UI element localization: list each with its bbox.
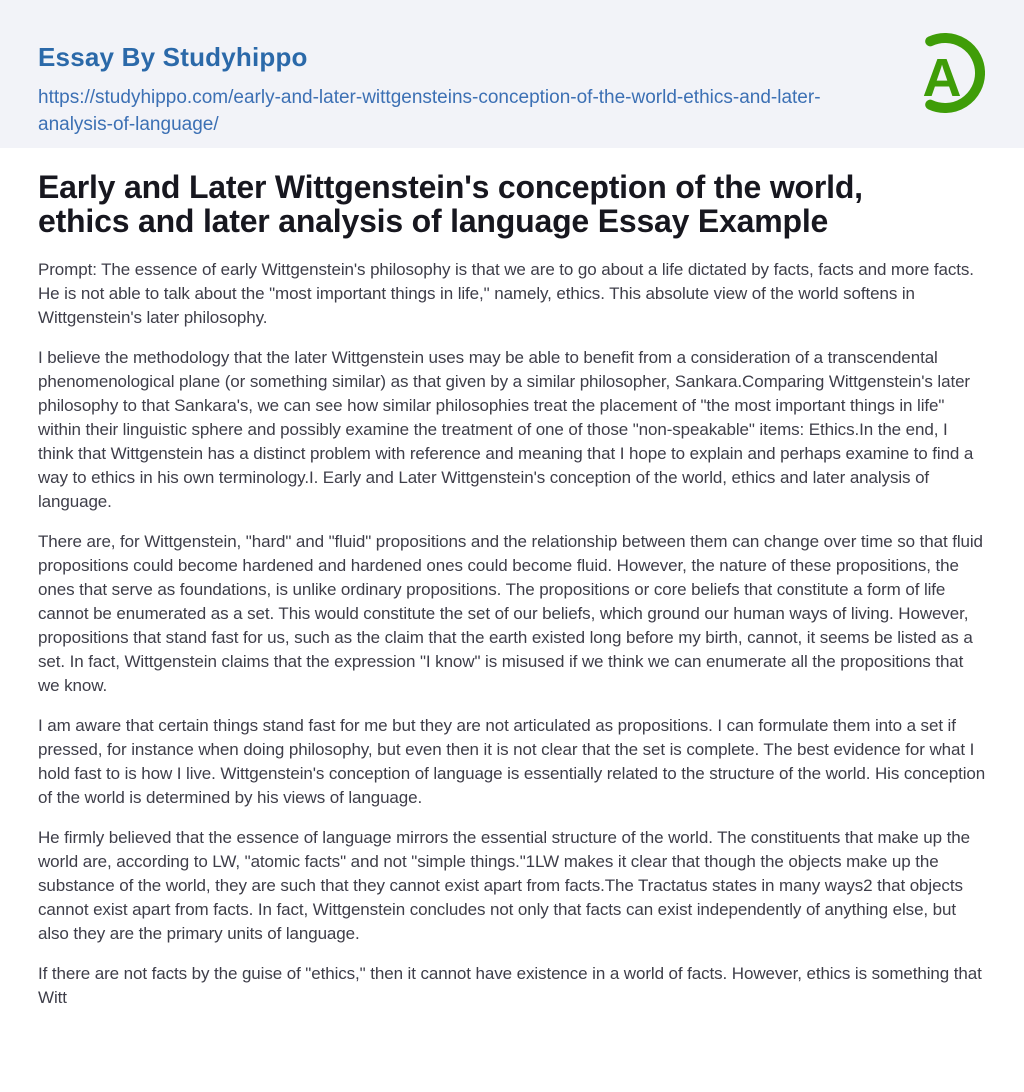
paragraph-stand-fast: I am aware that certain things stand fast for me but they are not articulated as propositions. I can formulate them into a set if pressed, for instance when doing philosophy, but even then it is not clear that the set is complete. The best evidence for what I hold fast to is how I live. Wittgenstein's conception of language is essentially related to the structure of the world. His conception of the world is determined by his views of language. xyxy=(38,716,986,807)
logo-letter: A xyxy=(922,48,962,108)
paragraph-methodology: I believe the methodology that the later Wittgenstein uses may be able to benefit from a consideration of a transcendental phenomenological plane (or something similar) as that given by a similar philosopher, Sankara.Comparing Wittgenstein's later philosophy to that Sankara's, we can see how similar philosophies treat the placement of "the most important things in life" within their linguistic sphere and possibly examine the treatment of one of those "non-speakable" items: Ethics.In the end, I think that Wittgenstein has a distinct problem with reference and meaning that I hope to explain and perhaps examine to find a way to ethics in his own terminology.I. Early and Later Wittgenstein's conception of the world, ethics and later analysis of language. xyxy=(38,348,974,511)
source-url-link[interactable]: https://studyhippo.com/early-and-later-wittgensteins-conception-of-the-world-ethics-and-later-analysis-of-language/ xyxy=(38,87,821,135)
paragraph-prompt: Prompt: The essence of early Wittgenstein's philosophy is that we are to go about a life dictated by facts, facts and more facts. He is not able to talk about the "most important things in life," namely, ethics. This absolute view of the world softens in Wittgenstein's later philosophy. xyxy=(38,260,974,327)
article-body xyxy=(38,258,986,1010)
page-title: Early and Later Wittgenstein's conception of the world, ethics and later analysis of language Essay Example xyxy=(38,169,863,239)
site-title: Essay By Studyhippo xyxy=(38,42,308,72)
page-header xyxy=(0,0,1024,148)
paragraph-hard-fluid-propositions: There are, for Wittgenstein, "hard" and "fluid" propositions and the relationship between them can change over time so that fluid propositions could become hardened and hardened ones could become fluid. However, the nature of these propositions, the ones that serve as foundations, is unlike ordinary propositions. The propositions or core beliefs that constitute a form of life cannot be enumerated as a set. This would constitute the set of our beliefs, which ground our human ways of living. However, propositions that stand fast for us, such as the claim that the earth existed long before my birth, cannot, it seems be listed as a set. In fact, Wittgenstein claims that the expression "I know" is misused if we think we can enumerate all the propositions that we know. xyxy=(38,532,983,695)
studyhippo-logo-icon xyxy=(905,33,985,113)
article-content xyxy=(0,148,1024,1050)
paragraph-ethics-facts: If there are not facts by the guise of "ethics," then it cannot have existence in a world of facts. However, ethics is something that Witt xyxy=(38,964,982,1007)
studyhippo-logo xyxy=(905,33,985,113)
paragraph-language-mirrors-world: He firmly believed that the essence of language mirrors the essential structure of the world. The constituents that make up the world are, according to LW, "atomic facts" and not "simple things."1LW makes it clear that though the objects make up the substance of the world, they are such that they cannot exist apart from facts.The Tractatus states in many ways2 that objects cannot exist apart from facts. In fact, Wittgenstein concludes not only that facts can exist independently of anything else, but also they are the primary units of language. xyxy=(38,828,970,943)
